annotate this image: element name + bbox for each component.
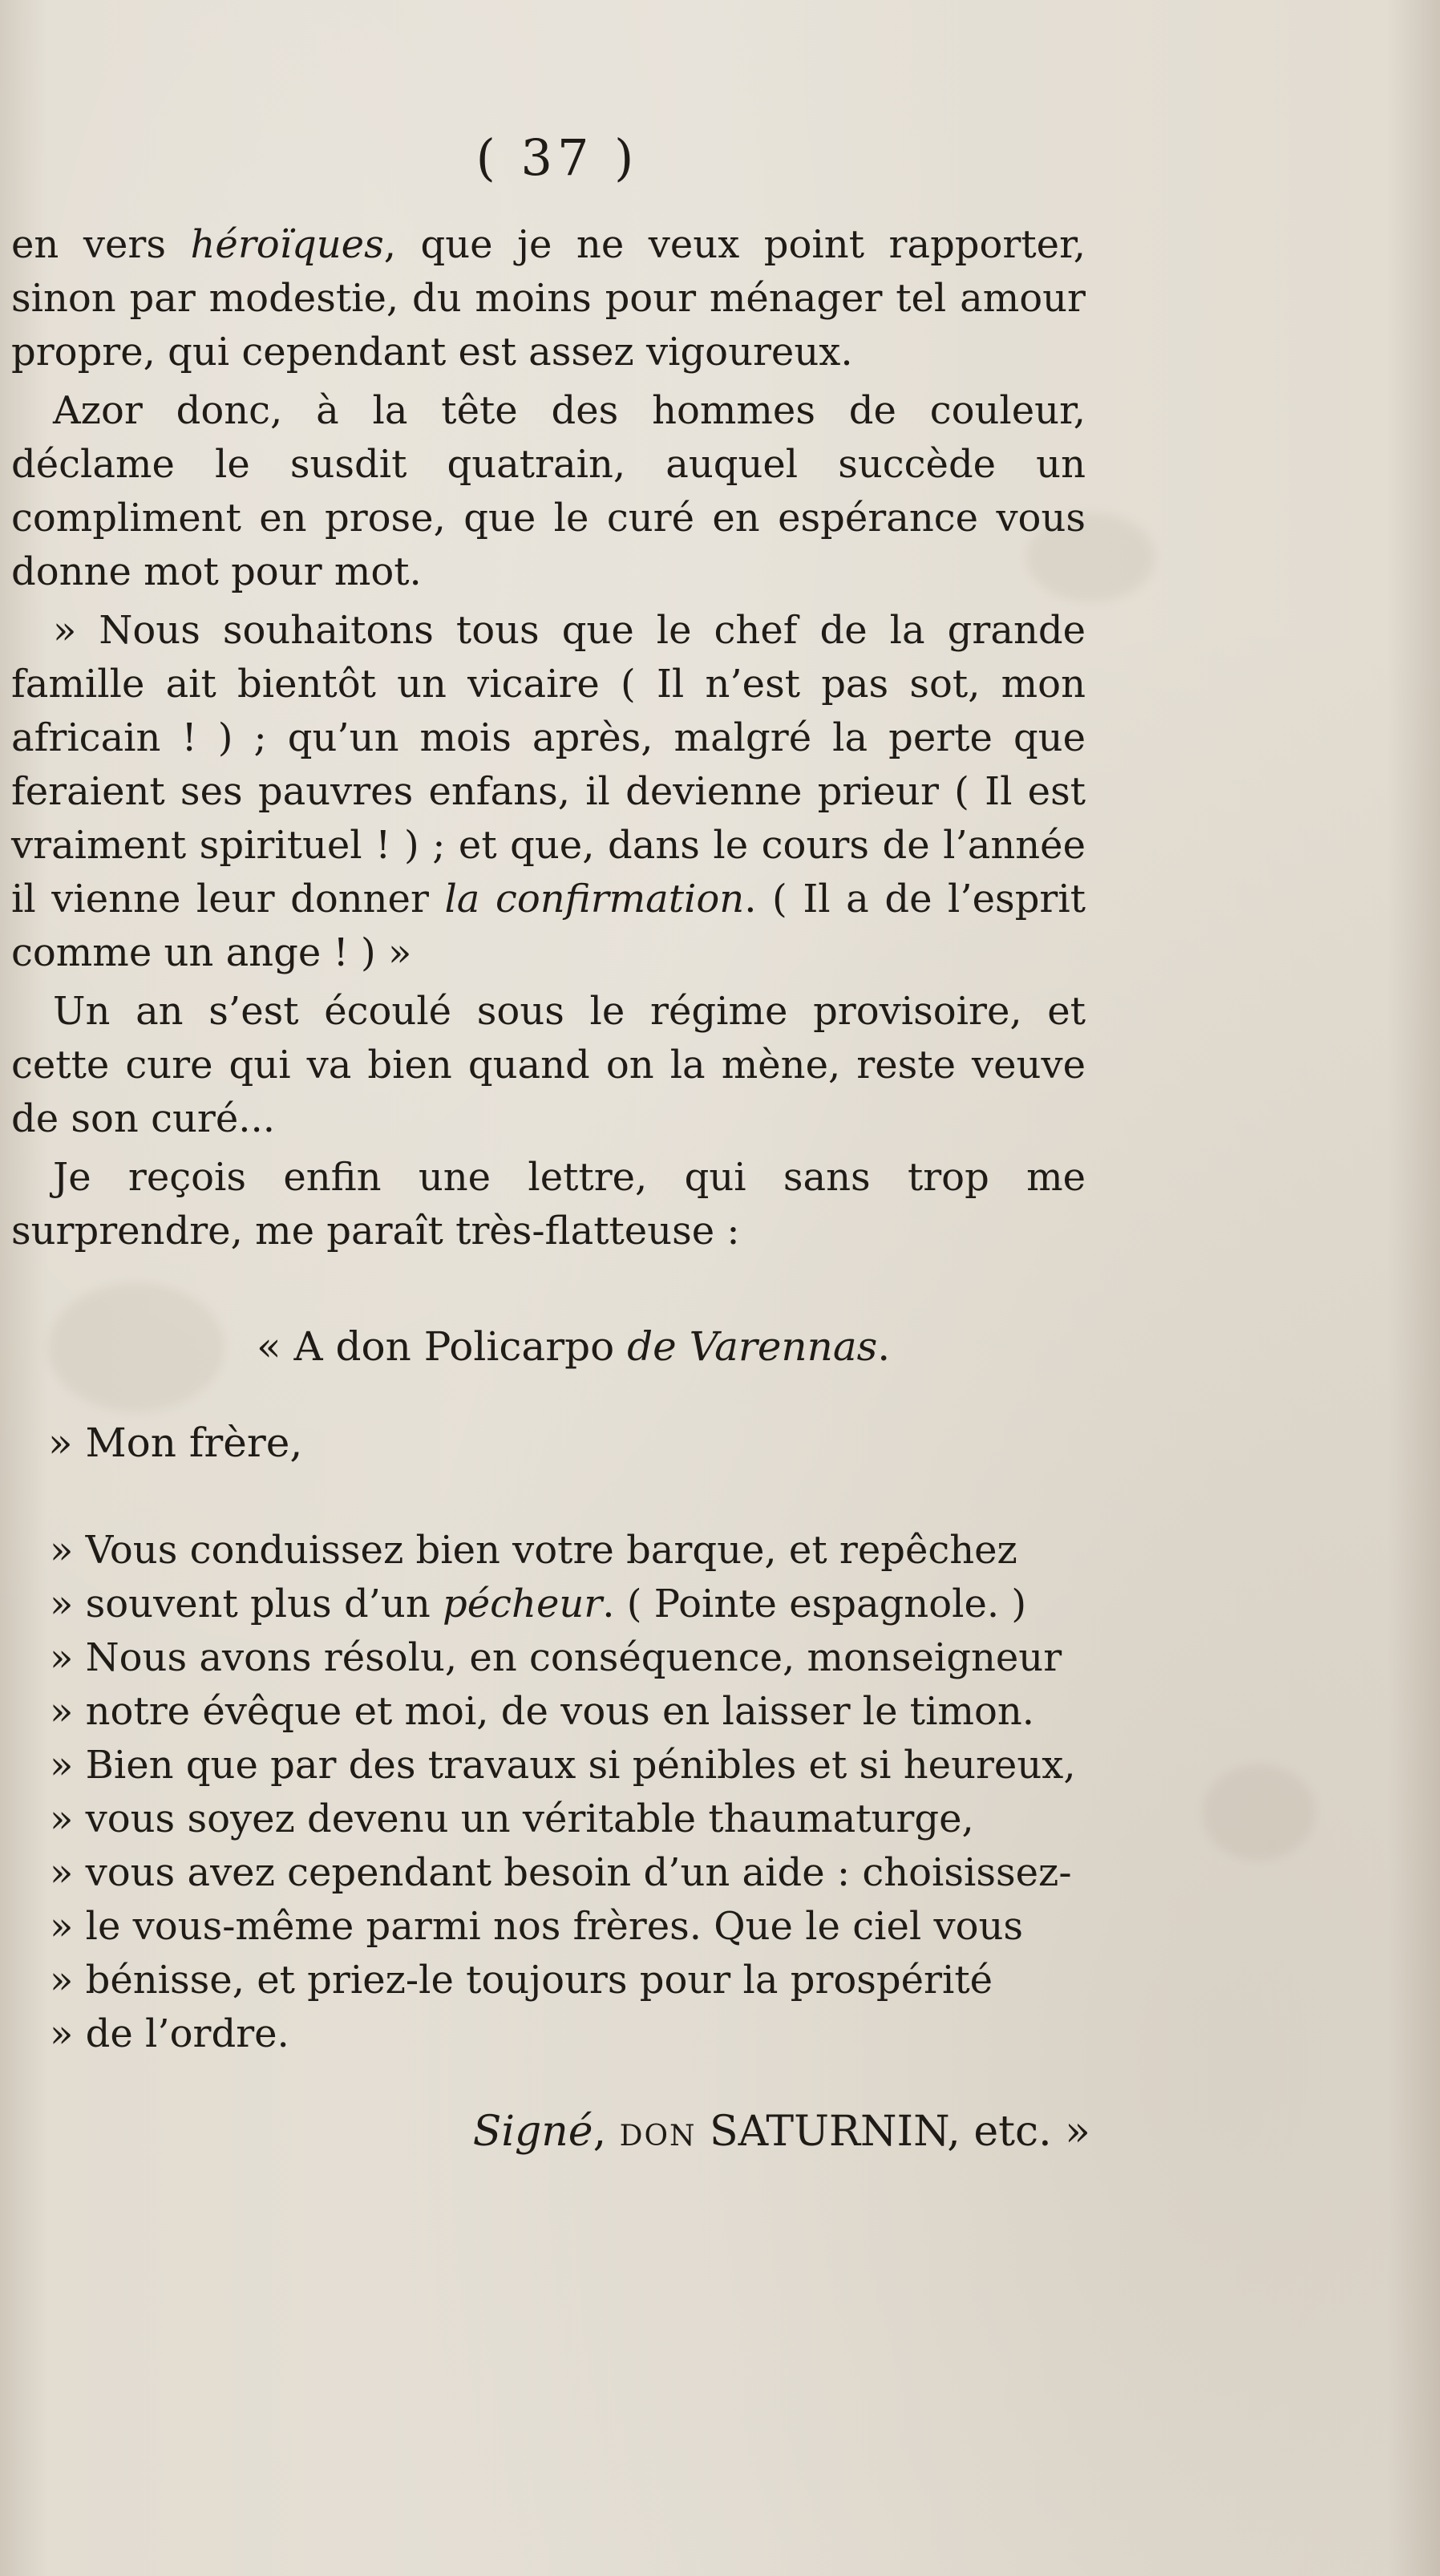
- italic-text: héroïques: [190, 222, 384, 267]
- body-text: [11, 218, 1086, 1258]
- text-segment: Je reçois enfin une lettre, qui sans trop me surprendre, me paraît très-flatteuse :: [11, 1155, 1086, 1254]
- text-segment: » bénisse, et priez-le toujours pour la prospérité: [50, 1958, 993, 2003]
- paragraph: [11, 985, 1086, 1146]
- letter-line: [50, 1792, 1092, 1846]
- signature-comma: ,: [593, 2108, 620, 2156]
- text-segment: Un an s’est écoulé sous le régime provisoire, et cette cure qui va bien quand on la mène, reste veuve de son curé...: [11, 989, 1086, 1141]
- letter-heading: [257, 1323, 890, 1370]
- text-segment: Azor donc, à la tête des hommes de couleur, déclame le susdit quatrain, auquel succède un compliment en prose, que le curé en espérance vous donne mot pour mot.: [11, 388, 1086, 594]
- letter-signature: [0, 2108, 1090, 2156]
- paragraph: [11, 384, 1086, 599]
- paragraph: [11, 218, 1086, 379]
- letter-body: [50, 1524, 1092, 2061]
- text-segment: » le vous-même parmi nos frères. Que le ciel vous: [50, 1904, 1024, 1949]
- page-number: ( 37 ): [475, 128, 639, 187]
- paper-stain: [48, 1283, 224, 1412]
- letter-salutation: » Mon frère,: [48, 1420, 303, 1466]
- text-segment: » Nous avons résolu, en conséquence, monseigneur: [50, 1635, 1062, 1680]
- text-segment: » Vous conduissez bien votre barque, et repêchez: [50, 1528, 1017, 1573]
- letter-line: [50, 1900, 1092, 1954]
- text-segment: » notre évêque et moi, de vous en laisser le timon.: [50, 1689, 1035, 1734]
- text-segment: » Bien que par des travaux si pénibles et si heureux,: [50, 1743, 1076, 1788]
- text-segment: . ( Il a de l’esprit comme un ange ! ) »: [11, 877, 1086, 975]
- letter-line: [50, 1739, 1092, 1792]
- signature-name: SATURNIN, etc. »: [696, 2108, 1090, 2156]
- letter-line: [50, 2007, 1092, 2061]
- italic-text: pécheur: [443, 1582, 603, 1626]
- letter-line: [50, 1524, 1092, 1578]
- text-segment: » vous soyez devenu un véritable thaumaturge,: [50, 1796, 974, 1841]
- text-segment: . ( Pointe espagnole. ): [602, 1582, 1027, 1626]
- text-segment: » Nous souhaitons tous que le chef de la grande famille ait bientôt un vicaire ( Il n’est pas sot, mon africain ! ) ; qu’un mois après, malgré la perte que feraient ses pauvres enfans, il devienne prieur ( Il est vraiment spirituel ! ) ; et que, dans le cours de l’année il vienne leur donner: [11, 608, 1086, 921]
- italic-text: la confirmation: [444, 877, 745, 921]
- text-segment: » souvent plus d’un: [50, 1582, 443, 1626]
- letter-heading-prefix: « A don Policarpo: [257, 1323, 628, 1370]
- text-segment: » de l’ordre.: [50, 2011, 289, 2056]
- letter-line: [50, 1685, 1092, 1739]
- letter-heading-name: de Varennas: [627, 1323, 878, 1370]
- signature-don: don: [619, 2108, 697, 2156]
- letter-line: [50, 1631, 1092, 1685]
- letter-line: [50, 1954, 1092, 2007]
- paper-stain: [1203, 1764, 1315, 1861]
- letter-line: [50, 1846, 1092, 1900]
- paragraph: [11, 604, 1086, 980]
- letter-heading-suffix: .: [877, 1323, 891, 1370]
- text-segment: , que je ne veux point rapporter, sinon par modestie, du moins pour ménager tel amour propre, qui cependant est assez vigoureux.: [11, 222, 1086, 375]
- text-segment: en vers: [11, 222, 191, 267]
- text-segment: » vous avez cependant besoin d’un aide : choisissez-: [50, 1850, 1072, 1895]
- paragraph: [11, 1151, 1086, 1258]
- letter-line: [50, 1578, 1092, 1631]
- signature-signed: Signé: [472, 2108, 593, 2156]
